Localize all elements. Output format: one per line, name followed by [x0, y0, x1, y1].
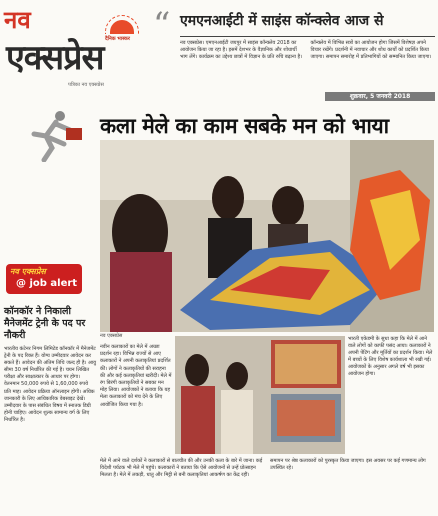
- top-story-body: नव एक्सप्रेस। एमएनआईटी जयपुर में साइंस कॉन्क्लेव 2018 का आयोजन किया जा रहा है। इसमें देशभर के वैज्ञानिक और शोधार्थी भाग लेंगे। कार्यक्रम का उद्देश्य छात्रों में विज्ञान के प्रति रुचि बढ़ाना है। कॉन्क्लेव में विभिन्न सत्रों का आयोजन होगा जिसमें विशेषज्ञ अपने विचार रखेंगे। प्रदर्शनी में नवाचार और शोध कार्यों को प्रदर्शित किया जाएगा। समापन समारोह में प्रतिभागियों को सम्मानित किया जाएगा।: [180, 40, 432, 60]
- dateline: शुक्रवार, 5 जनवरी 2018: [325, 92, 435, 101]
- painting-viewers-photo: [175, 336, 345, 454]
- job-headline: कॉनकॉर ने निकाली मैनेजमेंट ट्रेनी के पद पर नौकरी: [4, 306, 86, 341]
- main-story-bottom: मेले में आने वाले दर्शकों ने कलाकारों से बातचीत की और उनकी कला के बारे में जाना। कई विदेशी पर्यटक भी मेले में पहुंचे। कलाकारों ने बताया कि ऐसे आयोजनों से उन्हें प्रोत्साहन मिलता है। मेले में लकड़ी, धातु और मिट्टी से बनी कलाकृतियां आकर्षण का केंद्र रहीं। समापन पर श्रेष्ठ कलाकारों को पुरस्कृत किया जाएगा। इस अवसर पर कई गणमान्य लोग उपस्थित रहे।: [100, 458, 426, 479]
- main-headline: कला मेले का काम सबके मन को भाया: [100, 114, 389, 138]
- masthead: [0, 0, 438, 92]
- divider: [180, 36, 435, 37]
- badge-main: @ job alert: [16, 278, 78, 289]
- job-body: भारतीय कंटेनर निगम लिमिटेड कॉनकॉर में मैनेजमेंट ट्रेनी के पद रिक्त हैं। योग्य उम्मीदवार आवेदन कर सकते हैं। आवेदन की अंतिम तिथि जल्द ही है। आयु सीमा 30 वर्ष निर्धारित की गई है। चयन लिखित परीक्षा और साक्षात्कार के आधार पर होगा। वेतनमान 50,000 रुपये से 1,60,000 रुपये प्रति माह। आवेदन प्रक्रिया ऑनलाइन होगी। अधिक जानकारी के लिए आधिकारिक वेबसाइट देखें। उम्मीदवार के पास संबंधित विषय में स्नातक डिग्री होनी चाहिए। आवेदन शुल्क सामान्य वर्ग के लिए निर्धारित है।: [4, 346, 97, 423]
- art-fair-photo: [100, 140, 434, 332]
- top-story-headline: एमएनआईटी में साइंस कॉन्क्लेव आज से: [180, 13, 384, 29]
- running-man-icon: [16, 110, 88, 162]
- logo-express: एक्सप्रेस: [6, 38, 104, 78]
- badge-top: नव एक्सप्रेस: [10, 267, 46, 276]
- job-alert-badge: [6, 264, 82, 294]
- job-alert-sidebar: [0, 100, 98, 516]
- main-story-col1: नवीन कलाकारों का मेले में अच्छा प्रदर्शन रहा। विभिन्न राज्यों से आए कलाकारों ने अपनी कलाकृतियां प्रदर्शित कीं। लोगों ने कलाकृतियों की सराहना की और कई कलाकृतियां खरीदीं। मेले में रंग बिरंगी कलाकृतियों ने सबका मन मोह लिया। आयोजकों ने बताया कि यह मेला कलाकारों को मंच देने के लिए आयोजित किया गया है।: [100, 344, 172, 408]
- quote-mark-icon: “: [153, 5, 171, 45]
- main-story-col3: भारती एकेडमी के सुधा कहा कि मेले में आने वाले लोगों को काफी पसंद आया। कलाकारों ने अपनी पेंटिंग और मूर्तियों का प्रदर्शन किया। मेले में बच्चों के लिए विशेष कार्यशाला भी रखी गई। आयोजकों के अनुसार अगले वर्ष भी इसका आयोजन होगा।: [348, 336, 433, 378]
- logo-tagline: पत्रिका नव एक्सप्रेस: [68, 82, 104, 88]
- brand-name: दैनिक भास्कर: [105, 36, 130, 42]
- photo-caption: नव एक्सप्रेस: [100, 333, 123, 339]
- sun-logo-icon: [110, 20, 134, 34]
- logo-nav: नव: [4, 5, 31, 34]
